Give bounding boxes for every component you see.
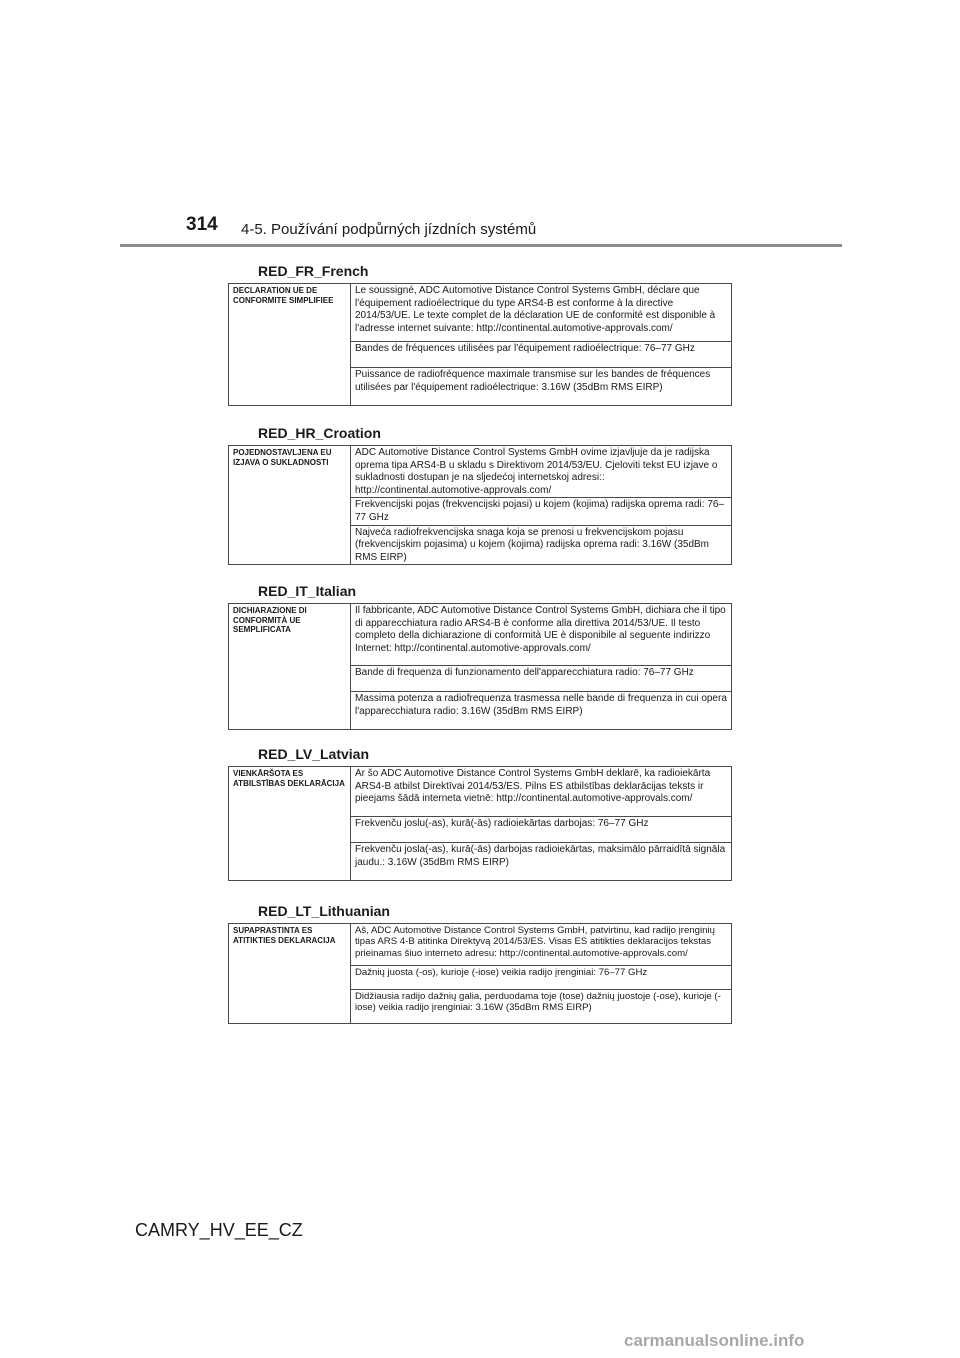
declaration-text: Le soussigné, ADC Automotive Distance Control Systems GmbH, déclare que l'équipement radioélectrique du type ARS4-B est conforme à la directive 2014/53/UE. Le texte complet de la déclaration UE de conformité est disponible à l'adresse internet suivante: http://continental.automotive-approvals.com/ — [351, 284, 732, 342]
declaration-table — [228, 923, 732, 1024]
frequency-band-text: Bande di frequenza di funzionamento dell'apparecchiatura radio: 76–77 GHz — [351, 666, 732, 692]
watermark: carmanualsonline.info — [624, 1331, 805, 1350]
max-power-text: Massima potenza a radiofrequenza trasmessa nelle bande di frequenza in cui opera l'apparecchiatura radio: 3.16W (35dBm RMS EIRP) — [351, 692, 732, 730]
declaration-text: ADC Automotive Distance Control Systems GmbH ovime izjavljuje da je radijska oprema tipa ARS4-B u skladu s Direktivom 2014/53/EU. Cjeloviti tekst EU izjave o sukladnosti dostupan je na sljedećoj internetskoj adresi:: http://continental.automotive-approvals.com/ — [351, 446, 732, 498]
section-hr — [228, 424, 732, 565]
page-number: 314 — [186, 214, 218, 235]
frequency-band-text: Bandes de fréquences utilisées par l'équipement radioélectrique: 76–77 GHz — [351, 342, 732, 368]
max-power-text: Puissance de radiofréquence maximale transmise sur les bandes de fréquences utilisées par l'équipement radioélectrique: 3.16W (35dBm RMS EIRP) — [351, 368, 732, 406]
declaration-label: SUPAPRASTINTA ES ATITIKTIES DEKLARACIJA — [229, 924, 351, 1024]
chapter-title: 4-5. Používání podpůrných jízdních systémů — [241, 221, 537, 238]
declaration-label: VIENKĀRŠOTA ES ATBILSTĪBAS DEKLARĀCIJA — [229, 767, 351, 881]
table-row — [229, 604, 732, 666]
table-row — [229, 446, 732, 498]
max-power-text: Frekvenču josla(-as), kurā(-ās) darbojas radioiekārtas, maksimālo pārraidītā signāla jaudu.: 3.16W (35dBm RMS EIRP) — [351, 843, 732, 881]
declaration-table — [228, 766, 732, 881]
section-fr — [228, 262, 732, 406]
section-lt — [228, 902, 732, 1024]
section-lv — [228, 745, 732, 881]
declaration-table — [228, 603, 732, 730]
declaration-label: DICHIARAZIONE DI CONFORMITÀ UE SEMPLIFICATA — [229, 604, 351, 730]
frequency-band-text: Frekvencijski pojas (frekvencijski pojasi) u kojem (kojima) radijska oprema radi: 76–77 GHz — [351, 498, 732, 525]
max-power-text: Didžiausia radijo dažnių galia, perduodama toje (tose) dažnių juostoje (-ose), kurioje (-iose) veikia radijo įrenginiai: 3.16W (35dBm RMS EIRP) — [351, 990, 732, 1024]
declaration-label: POJEDNOSTAVLJENA EU IZJAVA O SUKLADNOSTI — [229, 446, 351, 565]
section-title: RED_LV_Latvian — [258, 746, 369, 762]
declaration-label: DECLARATION UE DE CONFORMITE SIMPLIFIEE — [229, 284, 351, 406]
declaration-text: Aš, ADC Automotive Distance Control Systems GmbH, patvirtinu, kad radijo įrenginių tipas ARS 4-B atitinka Direktyvą 2014/53/ES. Visas ES atitikties deklaracijos tekstas prieinamas šiuo interneto adresu: http://continental.automotive-approvals.com/ — [351, 924, 732, 966]
declaration-text: Ar šo ADC Automotive Distance Control Systems GmbH deklarē, ka radioiekārta ARS4-B atbilst Direktīvai 2014/53/ES. Pilns ES atbilstības deklarācijas teksts ir pieejams šādā interneta vietnē: http://continental.automotive-approvals.com/ — [351, 767, 732, 817]
declaration-table — [228, 283, 732, 406]
section-title: RED_LT_Lithuanian — [258, 903, 390, 919]
frequency-band-text: Dažnių juosta (-os), kurioje (-iose) veikia radijo įrenginiai: 76–77 GHz — [351, 966, 732, 990]
section-title: RED_IT_Italian — [258, 583, 357, 599]
max-power-text: Najveća radiofrekvencijska snaga koja se prenosi u frekvencijskom pojasu (frekvencijskim pojasima) u kojem (kojima) radijska oprema radi: 3.16W (35dBm RMS EIRP) — [351, 525, 732, 565]
declaration-table — [228, 445, 732, 565]
frequency-band-text: Frekvenču joslu(-as), kurā(-ās) radioiekārtas darbojas: 76–77 GHz — [351, 817, 732, 843]
section-title: RED_FR_French — [258, 263, 369, 279]
header-divider — [120, 244, 842, 247]
table-row — [229, 924, 732, 966]
model-code: CAMRY_HV_EE_CZ — [135, 1220, 303, 1240]
table-row — [229, 767, 732, 817]
section-title: RED_HR_Croation — [258, 425, 381, 441]
table-row — [229, 284, 732, 342]
declaration-text: Il fabbricante, ADC Automotive Distance Control Systems GmbH, dichiara che il tipo di apparecchiatura radio ARS4-B è conforme alla direttiva 2014/53/UE. Il testo completo della dichiarazione di conformità UE è disponibile al seguente indirizzo Internet: http://continental.automotive-approvals.com/ — [351, 604, 732, 666]
section-it — [228, 582, 732, 730]
